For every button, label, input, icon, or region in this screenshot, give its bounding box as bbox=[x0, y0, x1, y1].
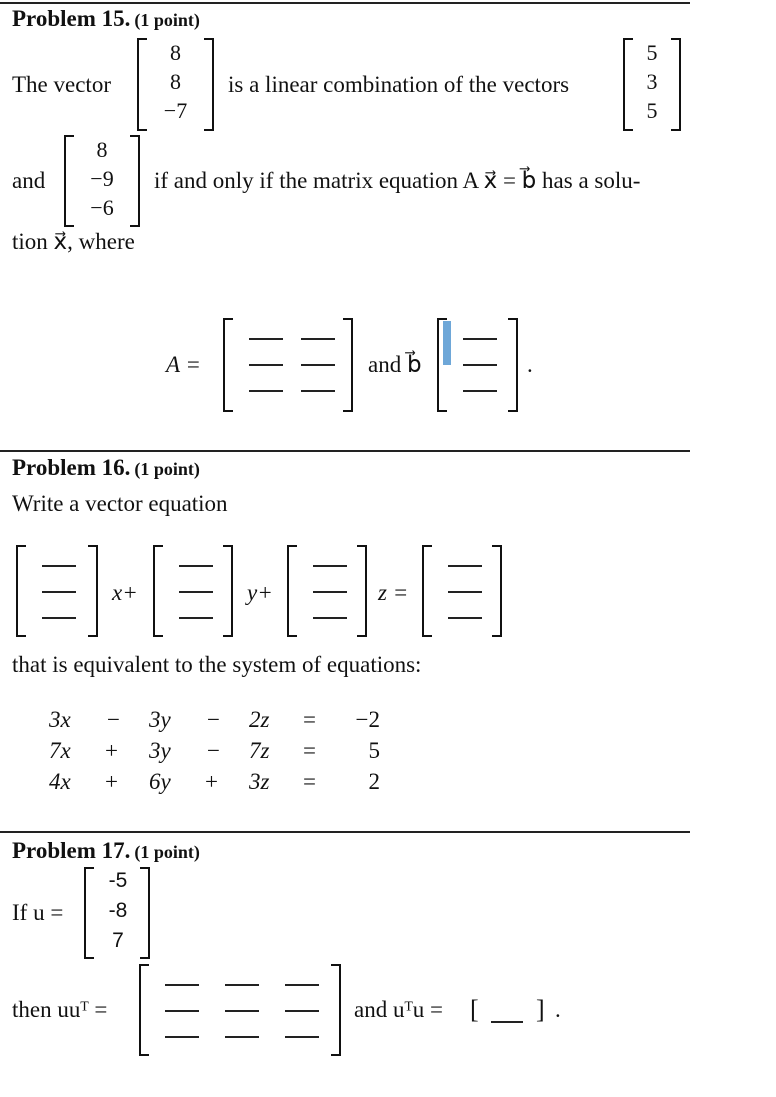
operator: + bbox=[205, 769, 218, 794]
answer-blank[interactable] bbox=[463, 364, 497, 366]
problem-heading: Problem 15. bbox=[12, 6, 131, 31]
vector-1 bbox=[137, 38, 214, 131]
operator: + bbox=[105, 769, 118, 794]
term: 3x bbox=[49, 707, 71, 732]
points-label: (1 point) bbox=[134, 459, 200, 479]
rule-top bbox=[0, 2, 690, 4]
bracket-right: ] bbox=[536, 995, 545, 1024]
problem-17-title bbox=[12, 838, 200, 864]
vector-entry: −9 bbox=[90, 166, 114, 191]
vector-entry: 8 bbox=[170, 40, 181, 65]
answer-blank[interactable] bbox=[285, 1010, 319, 1012]
term: 7x bbox=[49, 738, 71, 763]
vector-entry: −7 bbox=[163, 98, 188, 123]
problem-heading: Problem 17. bbox=[12, 838, 131, 863]
term: 3z bbox=[249, 769, 270, 794]
term: 2z bbox=[249, 707, 270, 732]
rule bbox=[0, 450, 690, 452]
vector-u bbox=[84, 867, 150, 959]
vector-entry: 5 bbox=[646, 40, 658, 65]
vector-entry: 3 bbox=[646, 69, 658, 94]
matrix-A bbox=[223, 318, 353, 412]
answer-blank[interactable] bbox=[285, 1036, 319, 1038]
answer-blank[interactable] bbox=[225, 1036, 259, 1038]
label-and-utu: and uᵀu = bbox=[354, 997, 444, 1022]
answer-blank[interactable] bbox=[165, 1010, 199, 1012]
operator: − bbox=[107, 707, 120, 732]
answer-blank[interactable] bbox=[249, 364, 283, 366]
vector-b bbox=[437, 318, 518, 412]
label-x: x+ bbox=[112, 580, 138, 605]
vector-eq-1 bbox=[16, 545, 98, 637]
problem-heading: Problem 16. bbox=[12, 455, 131, 480]
period: . bbox=[527, 352, 533, 377]
points-label: (1 point) bbox=[134, 10, 200, 30]
text-tion-where: tion x⃗, where bbox=[12, 229, 135, 254]
term: 3y bbox=[149, 738, 171, 763]
bracket-left: [ bbox=[470, 995, 479, 1024]
label-then-uut: then uuᵀ = bbox=[12, 997, 108, 1022]
vector-entry: -8 bbox=[108, 899, 128, 922]
answer-blank[interactable] bbox=[301, 338, 335, 340]
vector-3 bbox=[64, 135, 140, 227]
text-the-vector: The vector bbox=[12, 72, 111, 97]
label-if-u: If u = bbox=[12, 900, 64, 925]
problem-16-title bbox=[12, 455, 200, 481]
text-intro: Write a vector equation bbox=[12, 491, 228, 516]
answer-blank[interactable] bbox=[42, 617, 76, 619]
answer-blank[interactable] bbox=[249, 338, 283, 340]
answer-blank[interactable] bbox=[179, 617, 213, 619]
rule bbox=[0, 831, 690, 833]
answer-blank[interactable] bbox=[179, 591, 213, 593]
vector-2 bbox=[623, 38, 681, 131]
label-and-b: and b⃗ bbox=[368, 352, 422, 377]
answer-blank[interactable] bbox=[313, 617, 347, 619]
answer-blank[interactable] bbox=[225, 1010, 259, 1012]
text-and: and bbox=[12, 168, 46, 193]
text-iff: if and only if the matrix equation A x⃗ = b⃗ has a solu- bbox=[154, 168, 641, 193]
answer-blank[interactable] bbox=[313, 565, 347, 567]
rhs: 2 bbox=[368, 769, 380, 794]
operator: + bbox=[105, 738, 118, 763]
answer-blank[interactable] bbox=[165, 1036, 199, 1038]
vector-entry: 5 bbox=[646, 98, 658, 123]
answer-blank[interactable] bbox=[301, 364, 335, 366]
term: 3y bbox=[149, 707, 171, 732]
text-cursor bbox=[443, 321, 451, 365]
matrix-uut bbox=[139, 964, 341, 1056]
points-label: (1 point) bbox=[134, 842, 200, 862]
text-is-linear-combination: is a linear combination of the vectors bbox=[228, 72, 570, 97]
answer-blank[interactable] bbox=[225, 984, 259, 986]
label-A: A = bbox=[166, 352, 201, 377]
operator: − bbox=[207, 738, 220, 763]
text-equivalent: that is equivalent to the system of equations: bbox=[12, 652, 422, 677]
term: 7z bbox=[249, 738, 270, 763]
equals: = bbox=[303, 769, 316, 794]
answer-blank[interactable] bbox=[448, 617, 482, 619]
vector-entry: 7 bbox=[112, 929, 124, 952]
vector-entry: 8 bbox=[170, 69, 181, 94]
rhs: 5 bbox=[368, 738, 380, 763]
answer-blank[interactable] bbox=[491, 1021, 523, 1023]
label-y: y+ bbox=[247, 580, 273, 605]
answer-blank[interactable] bbox=[463, 338, 497, 340]
term: 6y bbox=[149, 769, 171, 794]
vector-eq-3 bbox=[287, 545, 367, 637]
answer-blank[interactable] bbox=[285, 984, 319, 986]
label-z: z = bbox=[378, 580, 409, 605]
equals: = bbox=[303, 738, 316, 763]
problem-15-title bbox=[12, 6, 200, 32]
term: 4x bbox=[49, 769, 71, 794]
answer-blank[interactable] bbox=[448, 565, 482, 567]
answer-blank[interactable] bbox=[301, 390, 335, 392]
vector-entry: −6 bbox=[90, 195, 114, 220]
answer-blank[interactable] bbox=[179, 565, 213, 567]
vector-entry: 8 bbox=[96, 137, 108, 162]
vector-eq-2 bbox=[153, 545, 233, 637]
answer-blank[interactable] bbox=[249, 390, 283, 392]
answer-blank[interactable] bbox=[313, 591, 347, 593]
answer-blank[interactable] bbox=[448, 591, 482, 593]
answer-blank[interactable] bbox=[42, 565, 76, 567]
operator: − bbox=[207, 707, 220, 732]
answer-blank[interactable] bbox=[165, 984, 199, 986]
rhs: −2 bbox=[355, 707, 380, 732]
answer-blank[interactable] bbox=[463, 390, 497, 392]
equals: = bbox=[303, 707, 316, 732]
vector-entry: -5 bbox=[108, 869, 128, 892]
period: . bbox=[555, 997, 561, 1022]
answer-blank[interactable] bbox=[42, 591, 76, 593]
vector-eq-rhs bbox=[422, 545, 502, 637]
